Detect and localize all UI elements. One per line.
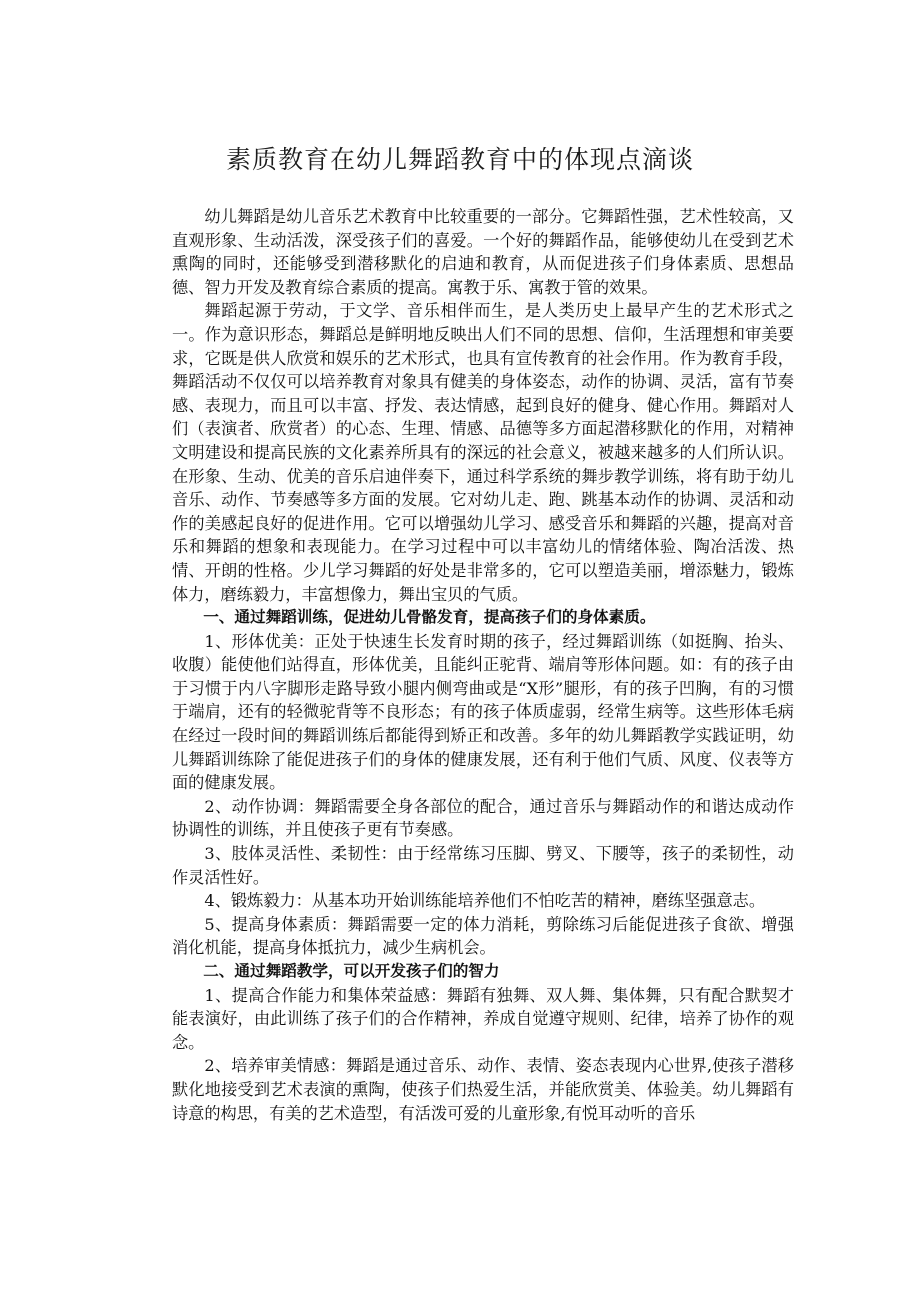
section-heading-2: 二、通过舞蹈教学，可以开发孩子们的智力 (203, 962, 500, 980)
paragraph-item: 2、培养审美情感：舞蹈是通过音乐、动作、表情、姿态表现内心世界,使孩子潜移默化地接受到艺术表演的熏陶，使孩子们热爱生活，并能欣赏美、体验美。幼儿舞蹈有诗意的构思，有美的艺术造型，有活泼可爱的儿童形象,有悦耳动听的音乐 (172, 1056, 794, 1123)
paragraph-item: 4、锻炼毅力：从基本功开始训练能培养他们不怕吃苦的精神，磨练坚强意志。 (204, 891, 766, 911)
section-heading-1: 一、通过舞蹈训练，促进幼儿骨骼发育，提高孩子们的身体素质。 (203, 608, 656, 627)
paragraph-intro: 幼儿舞蹈是幼儿音乐艺术教育中比较重要的一部分。它舞蹈性强，艺术性较高，又直观形象、生动活泼，深受孩子们的喜爱。一个好的舞蹈作品，能够使幼儿在受到艺术熏陶的同时，还能够受到潜移默化的启迪和教育，从而促进孩子们身体素质、思想品德、智力开发及教育综合素质的提高。寓教于乐、寓教于管的效果。 (172, 207, 794, 297)
document-body (172, 205, 794, 1125)
document-title: 素质教育在幼儿舞蹈教育中的体现点滴谈 (225, 145, 694, 174)
paragraph-item: 2、动作协调：舞蹈需要全身各部位的配合，通过音乐与舞蹈动作的和谐达成动作协调性的训练，并且使孩子更有节奏感。 (172, 796, 794, 840)
paragraph-origin: 舞蹈起源于劳动，于文学、音乐相伴而生，是人类历史上最早产生的艺术形式之一。作为意识形态，舞蹈总是鲜明地反映出人们不同的思想、信仰，生活理想和审美要求，它既是供人欣赏和娱乐的艺术形式，也具有宣传教育的社会作用。作为教育手段，舞蹈活动不仅仅可以培养教育对象具有健美的身体姿态，动作的协调、灵活，富有节奏感、表现力，而且可以丰富、抒发、表达情感，起到良好的健身、健心作用。舞蹈对人们（表演者、欣赏者）的心态、生理、情感、品德等多方面起潜移默化的作用，对精神文明建设和提高民族的文化素养所具有的深远的社会意义，被越来越多的人们所认识。在形象、生动、优美的音乐启迪伴奏下，通过科学系统的舞步教学训练，将有助于幼儿音乐、动作、节奏感等多方面的发展。它对幼儿走、跑、跳基本动作的协调、灵活和动作的美感起良好的促进作用。它可以增强幼儿学习、感受音乐和舞蹈的兴趣，提高对音乐和舞蹈的想象和表现能力。在学习过程中可以丰富幼儿的情绪体验、陶冶活泼、热情、开朗的性格。少儿学习舞蹈的好处是非常多的，它可以塑造美丽，增添魅力，锻炼体力，磨练毅力，丰富想像力，舞出宝贝的气质。 (172, 301, 794, 604)
paragraph-item: 3、肢体灵活性、柔韧性：由于经常练习压脚、劈叉、下腰等，孩子的柔韧性，动作灵活性好。 (172, 844, 794, 887)
paragraph-item: 1、形体优美：正处于快速生长发育时期的孩子，经过舞蹈训练（如挺胸、抬头、收腹）能使他们站得直，形体优美，且能纠正驼背、端肩等形体问题。如：有的孩子由于习惯于内八字脚形走路导致小腿内侧弯曲或是“X形”腿形，有的孩子凹胸，有的习惯于端肩，还有的轻微驼背等不良形态；有的孩子体质虚弱，经常生病等。这些形体毛病在经过一段时间的舞蹈训练后都能得到矫正和改善。多年的幼儿舞蹈教学实践证明，幼儿舞蹈训练除了能促进孩子们的身体的健康发展，还有利于他们气质、风度、仪表等方面的健康发展。 (172, 631, 794, 793)
paragraph-item: 5、提高身体素质：舞蹈需要一定的体力消耗，剪除练习后能促进孩子食欲、增强消化机能，提高身体抵抗力，减少生病机会。 (172, 914, 794, 958)
paragraph-item: 1、提高合作能力和集体荣益感：舞蹈有独舞、双人舞、集体舞，只有配合默契才能表演好，由此训练了孩子们的合作精神，养成自觉遵守规则、纪律，培养了协作的观念。 (172, 985, 794, 1052)
